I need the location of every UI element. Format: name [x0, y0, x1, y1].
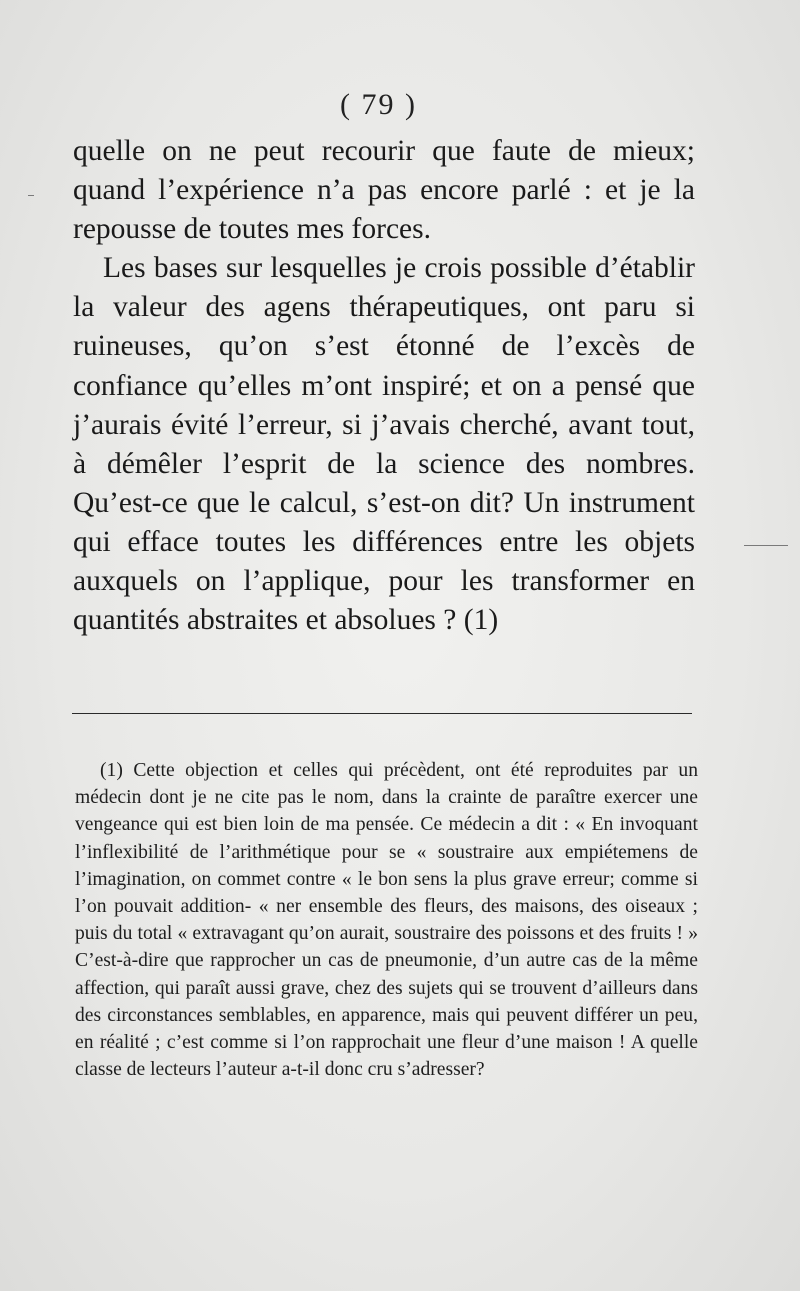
footnote-separator [72, 713, 692, 714]
footnote [75, 757, 698, 1083]
paragraph-1: quelle on ne peut recourir que faute de mieux; quand l’expérience n’a pas encore parlé : et je la repousse de toutes mes forces. [73, 135, 695, 246]
paragraph-2: Les bases sur lesquelles je crois possible d’établir la valeur des agens thérapeutiques, ont paru si ruineuses, qu’on s’est étonné de l’excès de confiance qu’elles m’ont inspiré; et on a pensé que j’aurais évité l’erreur, si j’avais cherché, avant tout, à démêler l’esprit de la science des nombres. Qu’est-ce que le calcul, s’est-on dit? Un instrument qui efface toutes les différences entre les objets auxquels on l’applique, pour les transformer en quantités abstraites et absolues ? (1) [73, 252, 695, 637]
page-number: ( 79 ) [340, 88, 417, 121]
margin-mark [28, 195, 34, 196]
footnote-text: (1) Cette objection et celles qui précèdent, ont été reproduites par un médecin dont je ne cite pas le nom, dans la crainte de paraître exercer une vengeance qui est bien loin de ma pensée. Ce médecin a dit : « En invoquant l’inflexibilité de l’arithmétique pour se « soustraire aux empiétemens de l’imagination, on commet contre « le bon sens la plus grave erreur; comme si l’on pouvait addition- « ner ensemble des fleurs, des maisons, des oiseaux ; puis du total « extravagant qu’on aurait, soustraire des poissons et des fruits ! » C’est-à-dire que rapprocher un cas de pneumonie, d’un autre cas de la même affection, qui paraît aussi grave, chez des sujets qui se trouvent d’ailleurs dans des circonstances semblables, en apparence, mais qui peuvent différer un peu, en réalité ; c’est comme si l’on rapprochait une fleur d’une maison ! A quelle classe de lecteurs l’auteur a-t-il donc cru s’adresser? [75, 760, 698, 1081]
main-text [73, 132, 695, 640]
margin-mark [744, 545, 788, 546]
